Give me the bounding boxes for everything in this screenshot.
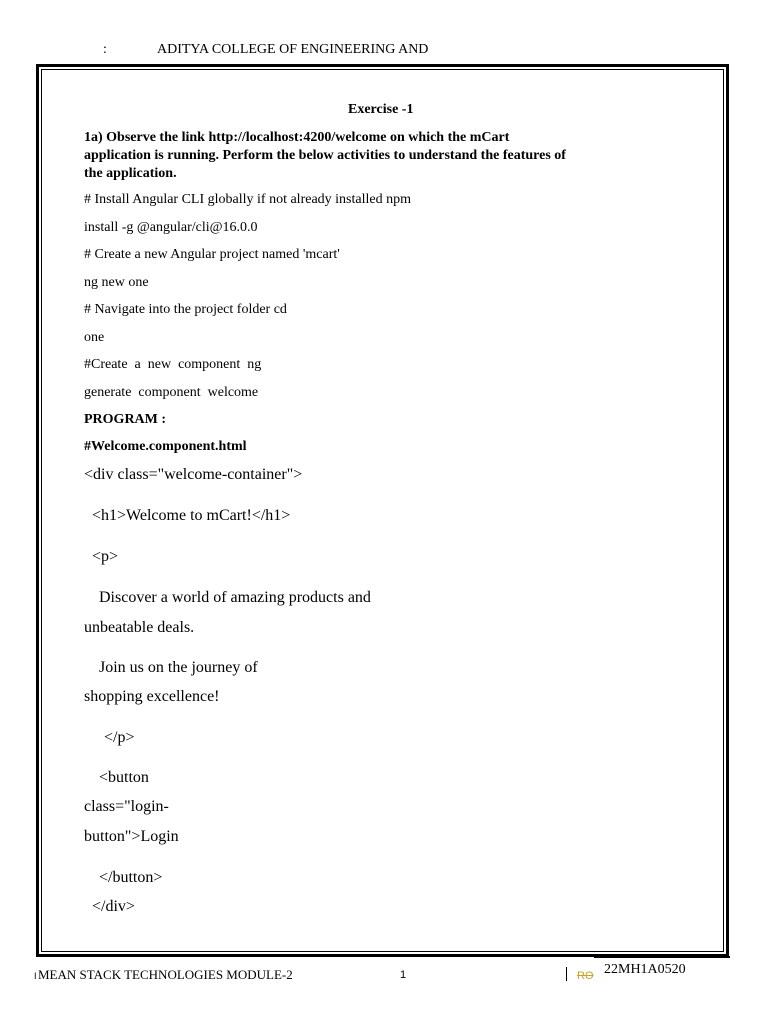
header-college-name: ADITYA COLLEGE OF ENGINEERING AND bbox=[157, 42, 429, 57]
footer-mark: I bbox=[34, 971, 37, 981]
code-line-1: <div class="welcome-container"> bbox=[84, 466, 303, 483]
step-line-3: # Create a new Angular project named 'mcart' bbox=[84, 247, 340, 262]
code-line-8: </p> bbox=[104, 729, 135, 746]
footer-roll-number: 22MH1A0520 bbox=[604, 962, 686, 977]
footer-ro-mark: RO bbox=[577, 970, 594, 982]
step-line-8: generate component welcome bbox=[84, 385, 259, 400]
footer-module-title: MEAN STACK TECHNOLOGIES MODULE-2 bbox=[38, 967, 293, 982]
code-line-4: Discover a world of amazing products and bbox=[99, 589, 371, 606]
step-line-2: install -g @angular/cli@16.0.0 bbox=[84, 220, 258, 235]
question-line-1: 1a) Observe the link http://localhost:4200/welcome on which the mCart bbox=[84, 130, 510, 145]
code-line-10: class="login- bbox=[84, 798, 169, 815]
code-line-9: <button bbox=[99, 769, 149, 786]
code-line-12: </button> bbox=[99, 869, 163, 886]
footer-page-number: 1 bbox=[400, 969, 407, 981]
step-line-1: # Install Angular CLI globally if not already installed npm bbox=[84, 192, 411, 207]
exercise-title: Exercise -1 bbox=[348, 102, 414, 117]
footer-divider bbox=[566, 967, 567, 981]
code-line-7: shopping excellence! bbox=[84, 688, 220, 705]
code-line-2: <h1>Welcome to mCart!</h1> bbox=[92, 507, 291, 524]
step-line-6: one bbox=[84, 330, 105, 345]
footer-rule bbox=[594, 956, 730, 958]
step-line-4: ng new one bbox=[84, 275, 149, 290]
header-colon: : bbox=[103, 42, 107, 57]
code-line-5: unbeatable deals. bbox=[84, 619, 195, 636]
program-label: PROGRAM : bbox=[84, 412, 167, 427]
question-line-3: the application. bbox=[84, 166, 177, 181]
code-line-11: button">Login bbox=[84, 828, 179, 845]
code-line-3: <p> bbox=[92, 548, 119, 565]
step-line-7: #Create a new component ng bbox=[84, 357, 262, 372]
question-line-2: application is running. Perform the below activities to understand the features of bbox=[84, 148, 566, 163]
step-line-5: # Navigate into the project folder cd bbox=[84, 302, 287, 317]
code-line-13: </div> bbox=[92, 898, 135, 915]
file-label: #Welcome.component.html bbox=[84, 439, 247, 454]
code-line-6: Join us on the journey of bbox=[99, 659, 258, 676]
